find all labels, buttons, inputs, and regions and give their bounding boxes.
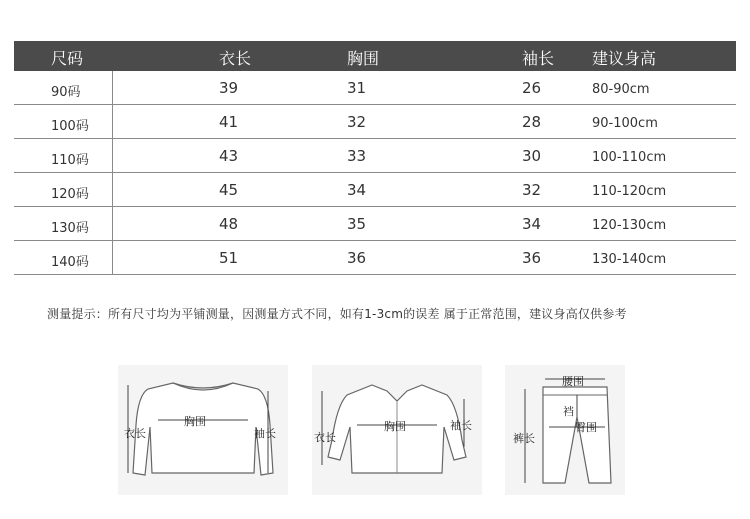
height-cell: 130-140cm <box>592 252 667 267</box>
height-cell: 120-130cm <box>592 218 667 233</box>
header-size: 尺码 <box>51 49 84 68</box>
pants-length-label: 裤长 <box>513 432 535 445</box>
length-cell: 51 <box>219 249 239 267</box>
table-row <box>14 241 736 275</box>
size-cell: 100码 <box>51 119 89 134</box>
chest-cell: 36 <box>347 249 367 267</box>
table-row <box>14 173 736 207</box>
table-row <box>14 105 736 139</box>
column-divider <box>112 71 113 274</box>
chest-cell: 32 <box>347 113 367 131</box>
length-cell: 39 <box>219 79 239 97</box>
height-cell: 80-90cm <box>592 82 650 97</box>
pants-waist-label: 腰围 <box>562 375 584 388</box>
length-cell: 45 <box>219 181 239 199</box>
header-height: 建议身高 <box>592 49 657 68</box>
header-chest: 胸围 <box>347 49 380 68</box>
size-table <box>14 41 736 275</box>
table-row <box>14 71 736 105</box>
table-header <box>14 41 736 71</box>
size-cell: 140码 <box>51 255 89 270</box>
chest-cell: 33 <box>347 147 367 165</box>
pants-diagram <box>505 365 625 495</box>
size-cell: 110码 <box>51 153 89 168</box>
table-body <box>14 71 736 275</box>
measurement-tip: 测量提示：所有尺寸均为平铺测量，因测量方式不同，如有1-3cm的误差 属于正常范围，建议身高仅供参考 <box>47 307 627 321</box>
length-cell: 41 <box>219 113 239 131</box>
sleeve-cell: 26 <box>522 79 542 97</box>
sleeve-cell: 34 <box>522 215 542 233</box>
chest-cell: 35 <box>347 215 367 233</box>
header-length: 衣长 <box>219 49 252 68</box>
size-cell: 90码 <box>51 85 81 100</box>
sweater-sleeve-label: 袖长 <box>254 427 276 440</box>
chest-cell: 34 <box>347 181 367 199</box>
height-cell: 100-110cm <box>592 150 667 165</box>
chest-cell: 31 <box>347 79 367 97</box>
size-cell: 130码 <box>51 221 89 236</box>
sleeve-cell: 36 <box>522 249 542 267</box>
table-row <box>14 139 736 173</box>
shirt-length-label: 衣长 <box>314 431 336 444</box>
length-cell: 48 <box>219 215 239 233</box>
height-cell: 90-100cm <box>592 116 658 131</box>
header-sleeve: 袖长 <box>522 49 555 68</box>
table-row <box>14 207 736 241</box>
sleeve-cell: 30 <box>522 147 542 165</box>
pants-hip-label: 臀围 <box>575 421 597 434</box>
sweater-length-label: 衣长 <box>124 427 146 440</box>
sweater-diagram <box>118 365 288 495</box>
shirt-diagram <box>312 365 482 495</box>
sleeve-cell: 28 <box>522 113 542 131</box>
pants-crotch-label: 裆 <box>563 405 574 418</box>
length-cell: 43 <box>219 147 239 165</box>
height-cell: 110-120cm <box>592 184 667 199</box>
sweater-chest-label: 胸围 <box>184 415 206 428</box>
shirt-sleeve-label: 袖长 <box>450 419 472 432</box>
sleeve-cell: 32 <box>522 181 542 199</box>
shirt-chest-label: 胸围 <box>384 420 406 433</box>
size-cell: 120码 <box>51 187 89 202</box>
